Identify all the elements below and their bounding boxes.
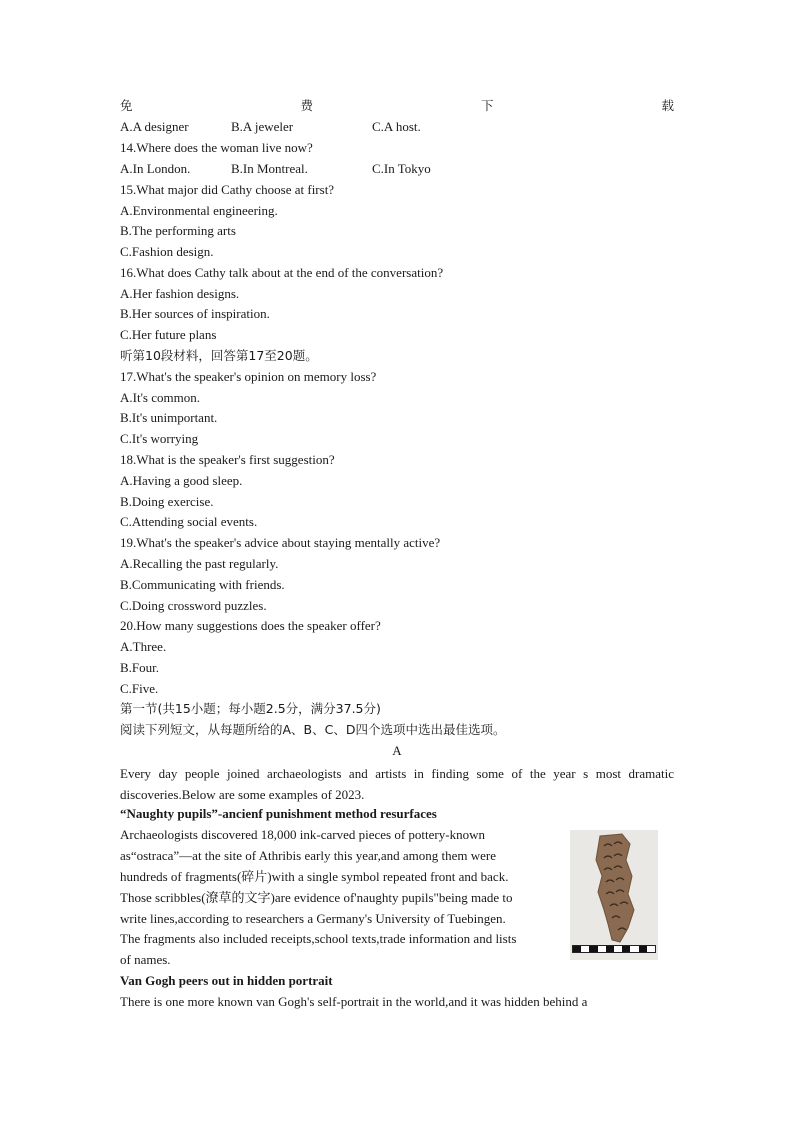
- q17-option-b: B.It's unimportant.: [120, 410, 218, 425]
- reading-instruction: 阅读下列短文，从每题所给的A、B、C、D四个选项中选出最佳选项。: [120, 722, 506, 737]
- q15-option-b: B.The performing arts: [120, 223, 236, 238]
- q19-option-b: B.Communicating with friends.: [120, 577, 285, 592]
- article2-title: Van Gogh peers out in hidden portrait: [120, 973, 333, 988]
- q19-option-a: A.Recalling the past regularly.: [120, 556, 279, 571]
- q17-question: 17.What's the speaker's opinion on memory loss?: [120, 369, 377, 384]
- article2-line: There is one more known van Gogh's self-portrait in the world,and it was hidden behind a: [120, 994, 588, 1009]
- article1-line: write lines,according to researchers a Germany's University of Tuebingen.: [120, 911, 506, 926]
- passage-intro: [120, 763, 674, 805]
- q20-option-b: B.Four.: [120, 660, 160, 675]
- q18-option-c: C.Attending social events.: [120, 514, 258, 529]
- q15-question: 15.What major did Cathy choose at first?: [120, 182, 335, 197]
- q14-question: 14.Where does the woman live now?: [120, 140, 313, 155]
- section-10-instruction: 听第10段材料，回答第17至20题。: [120, 348, 318, 363]
- page-header: [120, 97, 674, 115]
- q16-question: 16.What does Cathy talk about at the end of the conversation?: [120, 265, 444, 280]
- header-char: 费: [300, 98, 313, 113]
- scale-bar: [572, 945, 656, 953]
- q17-option-c: C.It's worrying: [120, 431, 199, 446]
- article1-line: as“ostraca”—at the site of Athribis early this year,and among them were: [120, 848, 496, 863]
- article1-line: of names.: [120, 952, 171, 967]
- header-char: 下: [480, 98, 494, 113]
- q18-option-a: A.Having a good sleep.: [120, 473, 243, 488]
- section-heading: 第一节(共15小题；每小题2.5分，满分37.5分): [120, 701, 381, 716]
- article1-title: “Naughty pupils”-ancienf punishment method resurfaces: [120, 806, 437, 821]
- q14-option-b: B.In Montreal.: [231, 161, 308, 176]
- header-char: 载: [661, 98, 674, 113]
- article1-line: hundreds of fragments(碎片)with a single symbol repeated front and back.: [120, 869, 509, 884]
- article1-line: The fragments also included receipts,school texts,trade information and lists: [120, 931, 517, 946]
- q20-option-a: A.Three.: [120, 639, 167, 654]
- q18-option-b: B.Doing exercise.: [120, 494, 214, 509]
- pottery-fragment-icon: [570, 830, 658, 960]
- article1-line: Archaeologists discovered 18,000 ink-carved pieces of pottery-known: [120, 827, 485, 842]
- header-char: 免: [120, 98, 133, 113]
- q15-option-a: A.Environmental engineering.: [120, 203, 278, 218]
- q15-option-c: C.Fashion design.: [120, 244, 214, 259]
- q19-question: 19.What's the speaker's advice about staying mentally active?: [120, 535, 441, 550]
- passage-label: A: [392, 743, 402, 758]
- q14-option-c: C.In Tokyo: [372, 161, 431, 176]
- q16-option-c: C.Her future plans: [120, 327, 217, 342]
- q20-option-c: C.Five.: [120, 681, 159, 696]
- intro-text: Every day people joined archaeologists and artists in finding some of the year s most dramatic discoveries.Below are some examples of 2023.: [120, 766, 674, 802]
- q19-option-c: C.Doing crossword puzzles.: [120, 598, 267, 613]
- q13-option-c: C.A host.: [372, 119, 421, 134]
- q20-question: 20.How many suggestions does the speaker offer?: [120, 618, 381, 633]
- pottery-fragment-photo: [570, 830, 658, 960]
- q13-option-b: B.A jeweler: [231, 119, 294, 134]
- q16-option-b: B.Her sources of inspiration.: [120, 306, 270, 321]
- q17-option-a: A.It's common.: [120, 390, 200, 405]
- q18-question: 18.What is the speaker's first suggestion?: [120, 452, 335, 467]
- q14-option-a: A.In London.: [120, 161, 191, 176]
- article1-line: Those scribbles(潦草的文字)are evidence of'naughty pupils"being made to: [120, 890, 513, 905]
- q13-option-a: A.A designer: [120, 119, 189, 134]
- q16-option-a: A.Her fashion designs.: [120, 286, 240, 301]
